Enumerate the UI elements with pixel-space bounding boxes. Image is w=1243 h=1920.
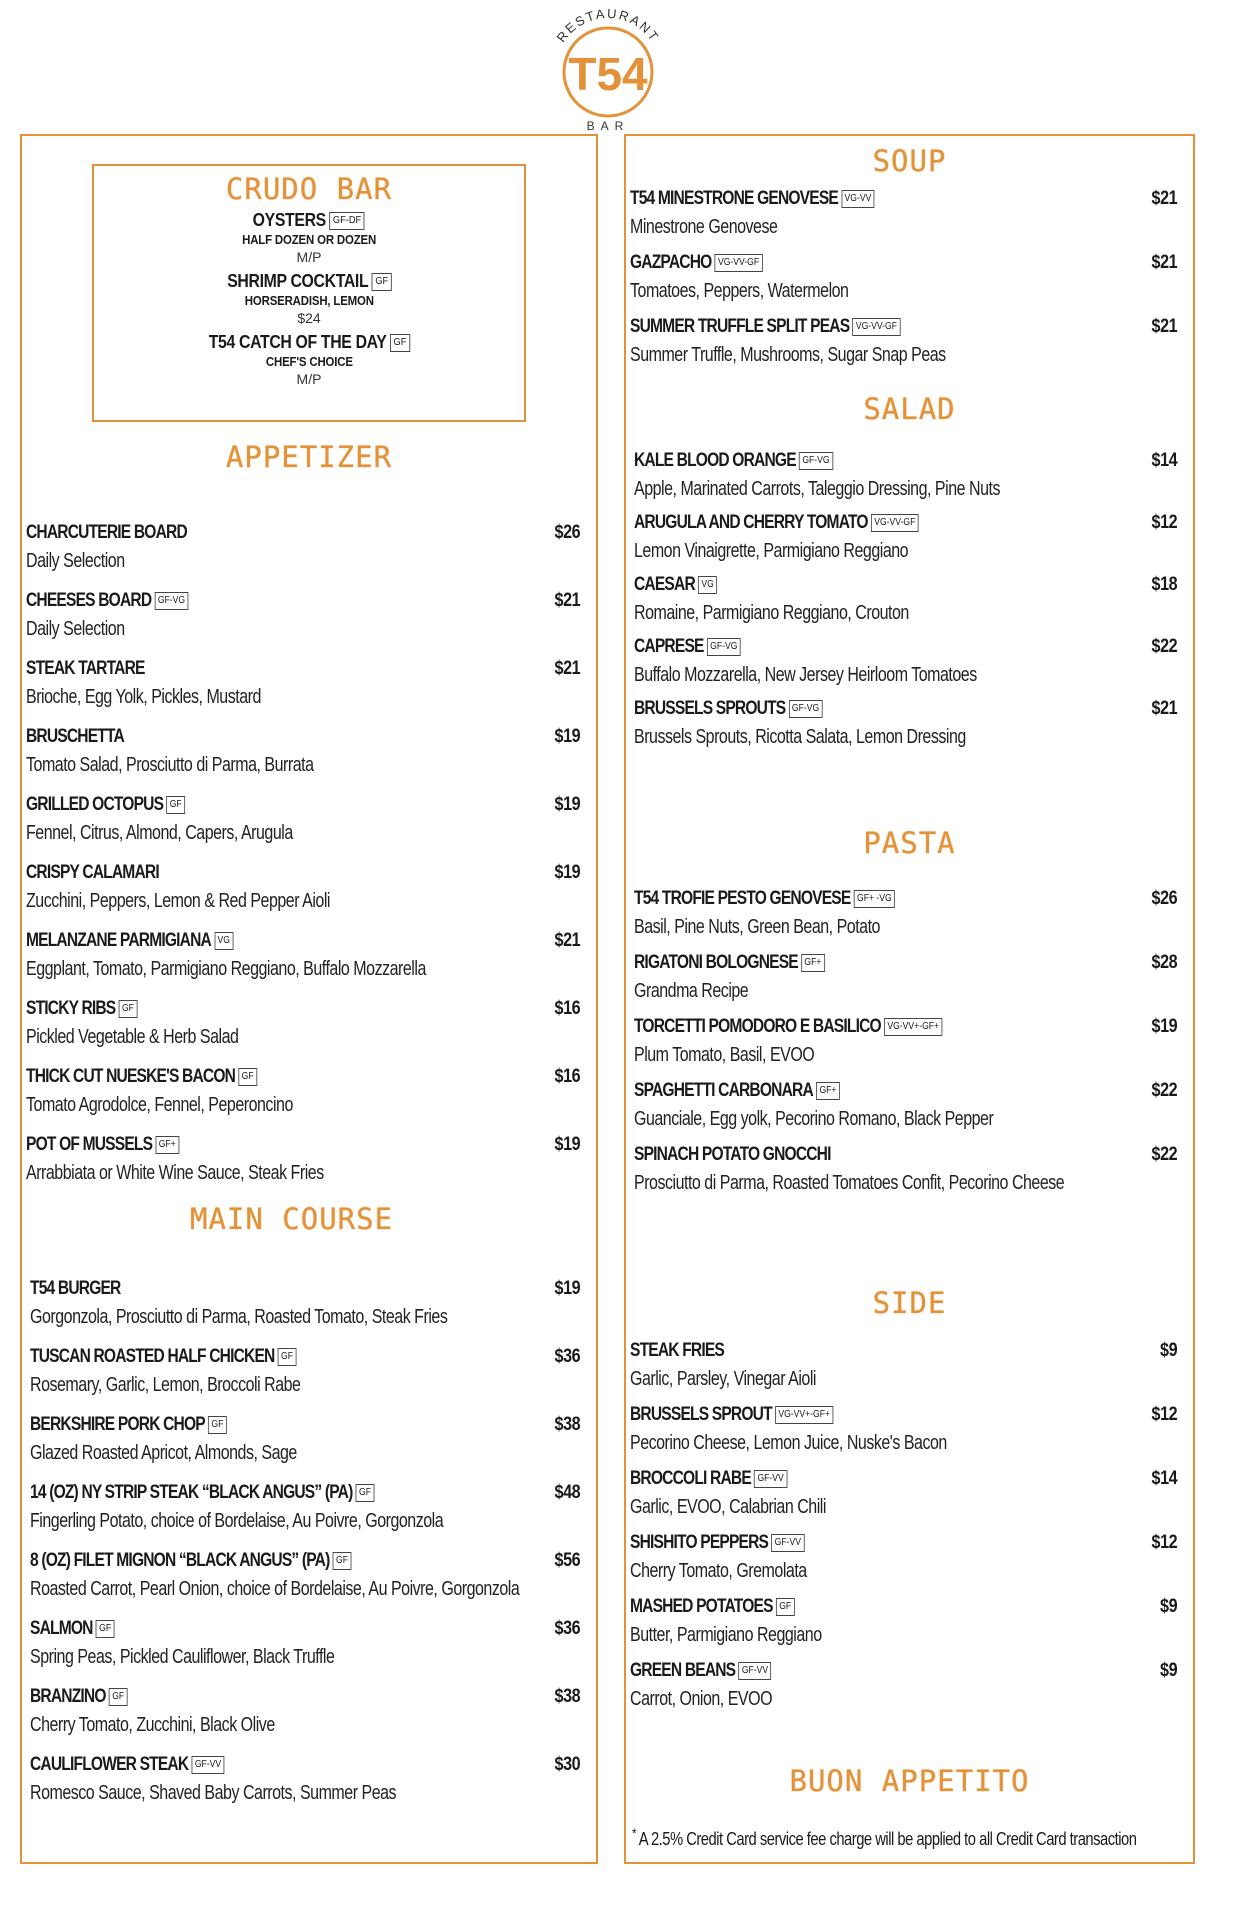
dietary-tag-badge: GF-DF [330,212,365,230]
menu-item-8-oz-filet-mignon-black-angus-pa [26,1546,596,1602]
menu-item-price: $30 [554,1754,580,1775]
menu-item-description: Apple, Marinated Carrots, Taleggio Dressing, Pine Nuts [634,478,1000,500]
menu-item-description: Butter, Parmigiano Reggiano [630,1624,822,1646]
dietary-tag-badge: GF [109,1688,128,1706]
dietary-tag-badge: VG-VV-GF [715,254,763,272]
menu-item-row [26,586,580,616]
menu-item-row [26,790,580,820]
menu-item-name [630,1340,724,1362]
menu-item-name-text: STEAK TARTARE [26,658,145,679]
dietary-tag-badge: GF-VV [771,1534,804,1552]
menu-item-row [30,1410,580,1440]
menu-item-cauliflower-steak [26,1750,596,1806]
menu-item-price: $12 [1151,512,1177,533]
dietary-tag-badge: GF [166,796,185,814]
menu-item-row [634,508,1177,538]
dietary-tag-badge: GF-VV [754,1470,787,1488]
menu-item-spinach-potato-gnocchi [630,1140,1193,1196]
pasta-list [626,884,1193,1204]
menu-item-salmon [26,1614,596,1670]
menu-item-description: Fingerling Potato, choice of Bordelaise, Au Poivre, Gorgonzola [30,1510,444,1532]
menu-item-branzino [26,1682,596,1738]
menu-item-description: Garlic, EVOO, Calabrian Chili [630,1496,826,1518]
menu-item-price: $21 [554,658,580,679]
svg-text:RESTAURANT [554,8,663,45]
menu-item-row [630,1400,1177,1430]
crudo-item-description: CHEF'S CHOICE [265,354,353,369]
menu-item-name-text: KALE BLOOD ORANGE [634,450,796,471]
crudo-item-description: HORSERADISH, LEMON [244,293,374,308]
menu-item-name-text: BRANZINO [30,1686,106,1707]
menu-item-brussels-sprouts [630,694,1193,750]
menu-item-name [630,1660,771,1682]
menu-item-description: Prosciutto di Parma, Roasted Tomatoes Confit, Pecorino Cheese [634,1172,1065,1194]
menu-item-row [630,1592,1177,1622]
menu-item-description: Tomato Salad, Prosciutto di Parma, Burrata [26,754,314,776]
menu-item-name-text: SPAGHETTI CARBONARA [634,1080,813,1101]
menu-item-row [634,632,1177,662]
menu-item-name-text: SHISHITO PEPPERS [630,1532,769,1553]
menu-item-name-text: CAULIFLOWER STEAK [30,1754,189,1775]
menu-item-name-text: MASHED POTATOES [630,1596,773,1617]
menu-item-sticky-ribs [22,994,596,1050]
menu-item-crispy-calamari [22,858,596,914]
footnote-mark: * [632,1825,636,1841]
menu-item-price: $19 [554,1134,580,1155]
menu-item-price: $19 [1151,1016,1177,1037]
menu-item-name [26,1134,179,1156]
menu-item-price: $21 [554,930,580,951]
menu-item-name-text: RIGATONI BOLOGNESE [634,952,798,973]
menu-item-14-oz-ny-strip-steak-black-angus-pa [26,1478,596,1534]
salad-heading: SALAD [863,392,956,426]
menu-item-row [634,1012,1177,1042]
menu-item-row [26,926,580,956]
menu-item-name [30,1346,296,1368]
menu-item-description: Daily Selection [26,550,125,572]
menu-item-price: $19 [554,1278,580,1299]
menu-item-price: $36 [554,1618,580,1639]
menu-item-name [634,512,919,534]
crudo-bar-box [92,164,526,422]
main-course-list [22,1274,596,1818]
side-list [626,1336,1193,1720]
menu-item-name [30,1482,374,1504]
menu-item-caesar [630,570,1193,626]
menu-item-description: Pickled Vegetable & Herb Salad [26,1026,239,1048]
menu-item-name [30,1278,120,1300]
logo-bottom-text: BAR [586,119,630,132]
menu-item-name [634,1080,840,1102]
menu-item-name-text: 8 (OZ) FILET MIGNON “BLACK ANGUS” (PA) [30,1550,330,1571]
menu-item-name-text: 14 (OZ) NY STRIP STEAK “BLACK ANGUS” (PA) [30,1482,353,1503]
menu-item-melanzane-parmigiana [22,926,596,982]
menu-item-description: Garlic, Parsley, Vinegar Aioli [630,1368,816,1390]
crudo-item-name-text: OYSTERS [252,210,327,230]
menu-item-cheeses-board [22,586,596,642]
menu-item-price: $56 [554,1550,580,1571]
menu-item-name-text: BRUSSELS SPROUT [630,1404,772,1425]
menu-item-description: Daily Selection [26,618,125,640]
menu-item-row [634,884,1177,914]
dietary-tag-badge: GF-VV [739,1662,772,1680]
menu-item-name-text: GAZPACHO [630,252,712,273]
menu-item-description: Tomato Agrodolce, Fennel, Peperoncino [26,1094,293,1116]
menu-item-name [634,888,895,910]
dietary-tag-badge: GF [96,1620,115,1638]
menu-item-name [630,188,875,210]
menu-item-description: Summer Truffle, Mushrooms, Sugar Snap Peas [630,344,946,366]
dietary-tag-badge: GF [390,334,410,352]
menu-item-description: Carrot, Onion, EVOO [630,1688,773,1710]
menu-item-price: $38 [554,1414,580,1435]
menu-item-name [26,794,185,816]
menu-item-row [30,1342,580,1372]
menu-item-name [634,574,717,596]
menu-item-price: $9 [1159,1596,1177,1617]
crudo-item-oysters [94,210,524,265]
menu-item-name-text: ARUGULA AND CHERRY TOMATO [634,512,868,533]
crudo-item-name-text: SHRIMP COCKTAIL [226,271,368,291]
menu-item-price: $9 [1159,1340,1177,1361]
menu-item-berkshire-pork-chop [26,1410,596,1466]
dietary-tag-badge: VG-VV+-GF+ [884,1018,942,1036]
menu-item-name-text: TORCETTI POMODORO E BASILICO [634,1016,881,1037]
menu-item-name-text: BRUSSELS SPROUTS [634,698,786,719]
menu-item-name-text: BERKSHIRE PORK CHOP [30,1414,205,1435]
left-menu-column [20,134,598,1864]
menu-item-name [26,726,124,748]
menu-item-name [630,252,762,274]
main-course-heading: MAIN COURSE [190,1202,394,1236]
menu-item-description: Arrabbiata or White Wine Sauce, Steak Fries [26,1162,324,1184]
menu-item-tuscan-roasted-half-chicken [26,1342,596,1398]
menu-item-name [634,698,822,720]
menu-item-torcetti-pomodoro-e-basilico [630,1012,1193,1068]
dietary-tag-badge: GF [119,1000,138,1018]
menu-item-kale-blood-orange [630,446,1193,502]
menu-item-price: $21 [1151,252,1177,273]
menu-item-name-text: BROCCOLI RABE [630,1468,751,1489]
menu-item-description: Spring Peas, Pickled Cauliflower, Black Truffle [30,1646,335,1668]
menu-item-row [630,1528,1177,1558]
menu-item-name [26,590,188,612]
menu-item-price: $16 [554,1066,580,1087]
menu-item-price: $19 [554,794,580,815]
menu-item-row [30,1750,580,1780]
menu-item-row [630,1464,1177,1494]
menu-item-row [26,1130,580,1160]
menu-item-name [30,1686,127,1708]
dietary-tag-badge: VG-VV [841,190,874,208]
menu-item-description: Romaine, Parmigiano Reggiano, Crouton [634,602,909,624]
dietary-tag-badge: GF+ [816,1082,840,1100]
menu-item-name [634,1144,831,1166]
menu-item-name-text: CHARCUTERIE BOARD [26,522,187,543]
menu-item-price: $14 [1151,1468,1177,1489]
footnote-text: A 2.5% Credit Card service fee charge will be applied to all Credit Card transaction [638,1829,1137,1849]
menu-item-description: Gorgonzola, Prosciutto di Parma, Roasted Tomato, Steak Fries [30,1306,448,1328]
menu-item-description: Brussels Sprouts, Ricotta Salata, Lemon Dressing [634,726,966,748]
menu-item-price: $28 [1151,952,1177,973]
menu-item-description: Tomatoes, Peppers, Watermelon [630,280,849,302]
menu-item-name-text: GRILLED OCTOPUS [26,794,164,815]
menu-item-price: $18 [1151,574,1177,595]
menu-item-row [30,1682,580,1712]
crudo-item-price: $24 [297,310,321,326]
dietary-tag-badge: GF [776,1598,795,1616]
logo-top-text: RESTAURANT [553,8,663,45]
dietary-tag-badge: GF [333,1552,352,1570]
menu-item-price: $21 [1151,188,1177,209]
menu-item-name [26,522,187,544]
menu-item-name-text: CAPRESE [634,636,704,657]
crudo-item-shrimp-cocktail [94,271,524,326]
menu-item-description: Rosemary, Garlic, Lemon, Broccoli Rabe [30,1374,301,1396]
dietary-tag-badge: GF [238,1068,257,1086]
menu-item-name [26,998,137,1020]
menu-item-name-text: SPINACH POTATO GNOCCHI [634,1144,831,1165]
menu-item-description: Basil, Pine Nuts, Green Bean, Potato [634,916,880,938]
menu-item-steak-fries [626,1336,1193,1392]
menu-item-price: $12 [1151,1532,1177,1553]
menu-item-charcuterie-board [22,518,596,574]
menu-item-broccoli-rabe [626,1464,1193,1520]
right-menu-column [624,134,1195,1864]
menu-item-brussels-sprout [626,1400,1193,1456]
menu-item-price: $21 [554,590,580,611]
menu-item-row [634,446,1177,476]
menu-item-row [26,1062,580,1092]
restaurant-logo [540,8,676,132]
dietary-tag-badge: GF [371,273,391,291]
menu-item-name [26,862,159,884]
menu-item-price: $12 [1151,1404,1177,1425]
dietary-tag-badge: GF [208,1416,227,1434]
menu-item-row [30,1546,580,1576]
menu-item-name [630,1404,833,1426]
menu-item-mashed-potatoes [626,1592,1193,1648]
menu-item-bruschetta [22,722,596,778]
menu-item-name [634,450,833,472]
crudo-item-price: M/P [296,371,322,387]
soup-list [626,184,1193,376]
crudo-item-name-text: T54 CATCH OF THE DAY [208,332,387,352]
menu-item-price: $22 [1151,1144,1177,1165]
menu-item-name-text: TUSCAN ROASTED HALF CHICKEN [30,1346,275,1367]
menu-item-name [634,636,741,658]
crudo-item-t54-catch-of-the-day [94,332,524,387]
menu-item-description: Romesco Sauce, Shaved Baby Carrots, Summer Peas [30,1782,397,1804]
menu-item-name-text: GREEN BEANS [630,1660,736,1681]
dietary-tag-badge: GF [356,1484,375,1502]
menu-item-price: $21 [1151,698,1177,719]
menu-item-name-text: MELANZANE PARMIGIANA [26,930,211,951]
menu-item-price: $16 [554,998,580,1019]
menu-item-description: Fennel, Citrus, Almond, Capers, Arugula [26,822,293,844]
dietary-tag-badge: GF-VG [789,700,823,718]
menu-item-row [26,994,580,1024]
menu-item-pot-of-mussels [22,1130,596,1186]
menu-item-name-text: T54 BURGER [30,1278,121,1299]
dietary-tag-badge: GF-VV [192,1756,225,1774]
menu-item-name-text: STEAK FRIES [630,1340,724,1361]
menu-item-price: $36 [554,1346,580,1367]
menu-item-price: $48 [554,1482,580,1503]
menu-item-description: Cherry Tomato, Zucchini, Black Olive [30,1714,275,1736]
menu-item-rigatoni-bolognese [630,948,1193,1004]
menu-item-price: $26 [554,522,580,543]
menu-item-steak-tartare [22,654,596,710]
menu-item-row [630,184,1177,214]
menu-item-name [30,1414,227,1436]
menu-item-description: Plum Tomato, Basil, EVOO [634,1044,815,1066]
menu-item-row [26,858,580,888]
menu-item-description: Lemon Vinaigrette, Parmigiano Reggiano [634,540,909,562]
menu-item-price: $19 [554,726,580,747]
menu-item-name [634,952,825,974]
menu-item-row [30,1274,580,1304]
crudo-item-name [208,332,409,353]
menu-item-name [630,1532,804,1554]
menu-item-description: Cherry Tomato, Gremolata [630,1560,807,1582]
dietary-tag-badge: GF-VG [799,452,833,470]
menu-item-row [630,1656,1177,1686]
menu-item-name [30,1550,351,1572]
menu-item-row [630,1336,1177,1366]
dietary-tag-badge: VG-VV+-GF+ [775,1406,833,1424]
dietary-tag-badge: GF [278,1348,297,1366]
dietary-tag-badge: GF-VG [155,592,189,610]
crudo-item-name [253,210,365,231]
menu-item-price: $22 [1151,636,1177,657]
salad-list [626,446,1193,756]
dietary-tag-badge: VG-VV-GF [871,514,919,532]
menu-item-row [634,1140,1177,1170]
menu-item-name-text: T54 MINESTRONE GENOVESE [630,188,838,209]
menu-item-name [30,1754,224,1776]
menu-item-price: $38 [554,1686,580,1707]
menu-item-name-text: T54 TROFIE PESTO GENOVESE [634,888,851,909]
dietary-tag-badge: GF+ -VG [854,890,895,908]
crudo-bar-heading: CRUDO BAR [225,172,393,206]
dietary-tag-badge: GF-VG [707,638,741,656]
menu-item-row [634,694,1177,724]
menu-item-row [30,1614,580,1644]
menu-item-price: $14 [1151,450,1177,471]
menu-item-row [26,722,580,752]
side-heading: SIDE [872,1286,947,1320]
menu-item-price: $22 [1151,1080,1177,1101]
menu-item-row [30,1478,580,1508]
menu-item-shishito-peppers [626,1528,1193,1584]
credit-card-footnote [632,1825,1136,1850]
menu-item-name [630,1596,794,1618]
buon-appetito-heading: BUON APPETITO [789,1764,1030,1798]
crudo-item-price: M/P [296,249,322,265]
crudo-items [94,210,524,387]
menu-item-name [30,1618,114,1640]
menu-item-t54-minestrone-genovese [626,184,1193,240]
menu-item-grilled-octopus [22,790,596,846]
menu-item-description: Eggplant, Tomato, Parmigiano Reggiano, Buffalo Mozzarella [26,958,426,980]
menu-item-price: $26 [1151,888,1177,909]
menu-item-name-text: POT OF MUSSELS [26,1134,153,1155]
soup-heading: SOUP [872,144,947,178]
menu-item-caprese [630,632,1193,688]
crudo-item-name [227,271,392,292]
dietary-tag-badge: GF+ [801,954,825,972]
menu-item-price: $21 [1151,316,1177,337]
menu-item-spaghetti-carbonara [630,1076,1193,1132]
pasta-heading: PASTA [863,826,956,860]
menu-item-name-text: CHEESES BOARD [26,590,152,611]
menu-item-gazpacho [626,248,1193,304]
dietary-tag-badge: VG [214,932,233,950]
menu-item-row [634,1076,1177,1106]
menu-item-name [634,1016,942,1038]
menu-item-row [634,570,1177,600]
menu-item-description: Zucchini, Peppers, Lemon & Red Pepper Aioli [26,890,330,912]
menu-item-name-text: STICKY RIBS [26,998,116,1019]
dietary-tag-badge: VG [698,576,717,594]
dietary-tag-badge: GF+ [155,1136,179,1154]
menu-item-row [26,518,580,548]
menu-item-t54-trofie-pesto-genovese [630,884,1193,940]
menu-item-description: Roasted Carrot, Pearl Onion, choice of Bordelaise, Au Poivre, Gorgonzola [30,1578,520,1600]
menu-item-row [630,312,1177,342]
menu-item-t54-burger [26,1274,596,1330]
menu-item-description: Grandma Recipe [634,980,749,1002]
menu-item-name-text: CAESAR [634,574,695,595]
menu-item-name-text: THICK CUT NUESKE'S BACON [26,1066,236,1087]
menu-item-arugula-and-cherry-tomato [630,508,1193,564]
dietary-tag-badge: VG-VV-GF [853,318,901,336]
menu-item-thick-cut-nueske-s-bacon [22,1062,596,1118]
crudo-item-description: HALF DOZEN OR DOZEN [242,232,376,247]
menu-item-description: Pecorino Cheese, Lemon Juice, Nuske's Bacon [630,1432,947,1454]
menu-item-name-text: CRISPY CALAMARI [26,862,159,883]
menu-item-name [630,1468,787,1490]
appetizer-list [22,518,596,1198]
menu-item-description: Brioche, Egg Yolk, Pickles, Mustard [26,686,261,708]
menu-item-description: Buffalo Mozzarella, New Jersey Heirloom Tomatoes [634,664,977,686]
menu-item-description: Guanciale, Egg yolk, Pecorino Romano, Black Pepper [634,1108,994,1130]
logo-main-text: T54 [568,48,648,100]
menu-item-name [26,658,145,680]
menu-item-name-text: BRUSCHETTA [26,726,124,747]
menu-item-name-text: SALMON [30,1618,93,1639]
menu-item-description: Minestrone Genovese [630,216,778,238]
menu-item-description: Glazed Roasted Apricot, Almonds, Sage [30,1442,297,1464]
menu-item-row [630,248,1177,278]
menu-item-name [26,930,233,952]
menu-item-summer-truffle-split-peas [626,312,1193,368]
appetizer-heading: APPETIZER [225,440,393,474]
menu-item-name [26,1066,257,1088]
menu-item-row [26,654,580,684]
menu-item-name [630,316,900,338]
menu-item-price: $9 [1159,1660,1177,1681]
menu-item-row [634,948,1177,978]
menu-item-green-beans [626,1656,1193,1712]
menu-item-name-text: SUMMER TRUFFLE SPLIT PEAS [630,316,850,337]
menu-item-price: $19 [554,862,580,883]
